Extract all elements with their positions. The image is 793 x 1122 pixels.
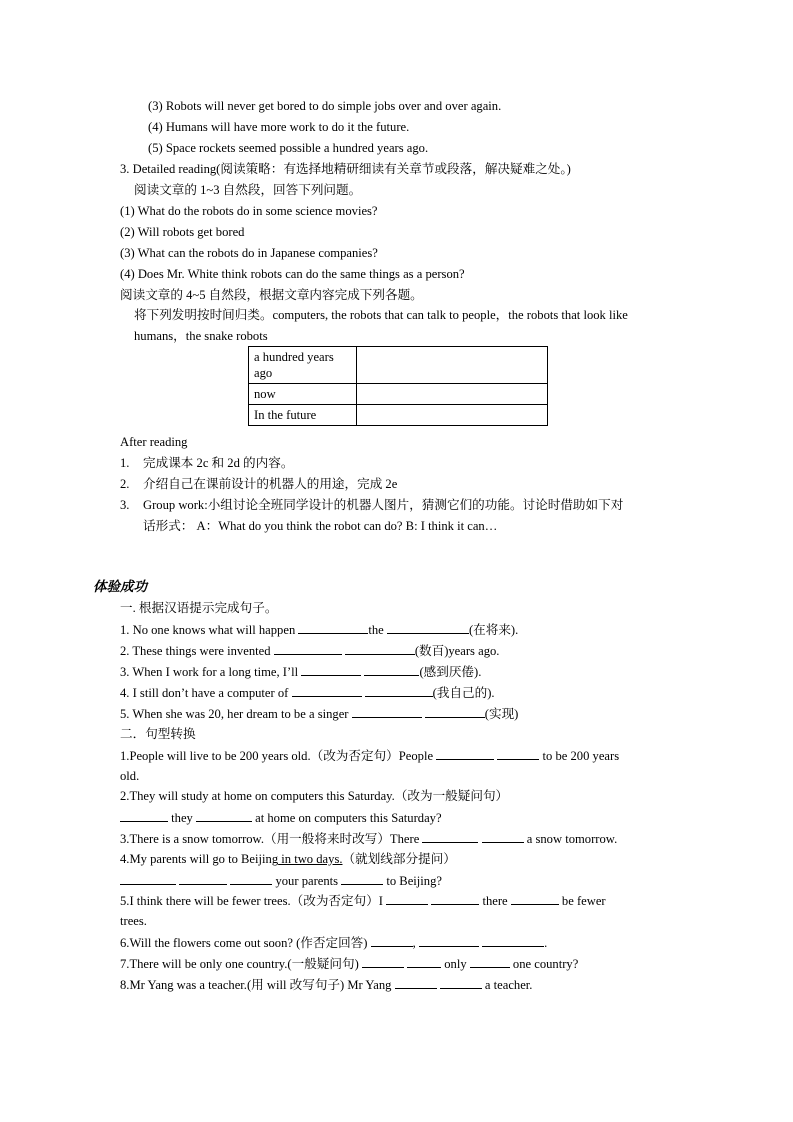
classify-instruction-line-2: humans，the snake robots (134, 329, 268, 343)
item-text: 完成课本 2c 和 2d 的内容。 (143, 456, 294, 470)
table-cell-answer[interactable] (357, 347, 548, 384)
sentence-4 (120, 684, 495, 701)
item-text: Group work:小组讨论全班同学设计的机器人图片，猜测它们的功能。讨论时借助如下对 (143, 498, 624, 512)
sentence-text: 2. These things were invented (120, 644, 274, 658)
sentence-text: the (368, 623, 387, 637)
blank[interactable] (387, 621, 469, 634)
blank[interactable] (179, 872, 227, 885)
sentence-text: at home on computers this Saturday? (251, 811, 442, 825)
sentence-text: to Beijing? (383, 874, 442, 888)
transform-1 (120, 747, 619, 764)
blank[interactable] (341, 872, 383, 885)
sentence-text: one country? (509, 957, 579, 971)
row3-label: In the future (249, 405, 357, 426)
sentence-text: to be 200 years (539, 749, 620, 763)
after-reading-title: After reading (120, 435, 188, 449)
blank[interactable] (470, 955, 510, 968)
blank[interactable] (386, 892, 428, 905)
question-4: (4) Does Mr. White think robots can do the same things as a person? (120, 267, 465, 281)
section-heading: 体验成功 (93, 579, 147, 594)
item-text: 介绍自己在课前设计的机器人的用途，完成 2e (143, 477, 398, 491)
item-number: 1. (120, 456, 130, 470)
blank[interactable] (395, 642, 415, 655)
sentence-text: only (441, 957, 470, 971)
transform-6 (120, 934, 547, 951)
sentence-text: 7.There will be only one country.(一般疑问句) (120, 957, 362, 971)
detailed-reading-title: 3. Detailed reading(阅读策略：有选择地精研细读有关章节或段落，解决疑难之处。) (120, 162, 571, 176)
detailed-reading-instruction-2: 阅读文章的 4~5 自然段，根据文章内容完成下列各题。 (120, 288, 423, 302)
blank[interactable] (436, 747, 494, 760)
blank[interactable] (365, 684, 433, 697)
transform-5 (120, 892, 606, 909)
transform-4 (120, 851, 456, 867)
blank[interactable] (274, 642, 342, 655)
sentence-text: (我自己的). (432, 686, 495, 700)
sentence-text: (在将来). (468, 623, 519, 637)
blank[interactable] (362, 955, 404, 968)
blank[interactable] (345, 642, 395, 655)
transform-4-answer (120, 872, 442, 889)
table-row (249, 347, 548, 384)
blank[interactable] (120, 872, 176, 885)
sentence-text: (感到厌倦). (419, 665, 482, 679)
row2-label: now (249, 384, 357, 405)
blank[interactable] (431, 892, 479, 905)
reading-option-4: (4) Humans will have more work to do it the future. (148, 120, 410, 134)
sentence-text: . (544, 936, 548, 950)
question-3: (3) What can the robots do in Japanese companies? (120, 246, 378, 260)
sentence-text: 6.Will the flowers come out soon? (作否定回答) (120, 936, 371, 950)
item-number: 2. (120, 477, 130, 491)
table-row (249, 384, 548, 405)
transform-3 (120, 830, 617, 847)
blank[interactable] (407, 955, 441, 968)
after-reading-item-3-continued: 话形式： A：What do you think the robot can do? B: I think it can… (143, 519, 498, 533)
sentence-text: a teacher. (481, 978, 533, 992)
question-1: (1) What do the robots do in some science movies? (120, 204, 378, 218)
blank[interactable] (482, 934, 544, 947)
table-cell-answer[interactable] (357, 384, 548, 405)
after-reading-item-2 (120, 476, 397, 492)
sentence-text: (实现) (484, 707, 519, 721)
detailed-reading-instruction-1: 阅读文章的 1~3 自然段，回答下列问题。 (134, 183, 362, 197)
classification-table (248, 346, 548, 426)
transform-8 (120, 976, 532, 993)
blank[interactable] (298, 621, 368, 634)
sentence-text: 5. When she was 20, her dream to be a singer (120, 707, 352, 721)
sentence-text: they (168, 811, 196, 825)
blank[interactable] (292, 684, 362, 697)
sentence-text: 1.People will live to be 200 years old.（改为否定句）People (120, 749, 437, 763)
sentence-text: be fewer (558, 894, 606, 908)
sentence-text: , (412, 936, 419, 950)
part-2-title: 二．句型转换 (120, 727, 196, 741)
blank[interactable] (301, 663, 361, 676)
transform-5-continued: trees. (120, 914, 147, 928)
blank[interactable] (419, 934, 479, 947)
blank[interactable] (511, 892, 559, 905)
underlined-phrase: in two days. (278, 852, 343, 866)
sentence-text: 1. No one knows what will happen (120, 623, 299, 637)
blank[interactable] (422, 830, 478, 843)
sentence-text: your parents (272, 874, 342, 888)
sentence-text: 5.I think there will be fewer trees.（改为否定句）I (120, 894, 387, 908)
transform-1-continued: old. (120, 769, 140, 783)
blank[interactable] (371, 934, 413, 947)
sentence-text: (数百)years ago. (414, 644, 500, 658)
sentence-text: （就划线部分提问） (342, 852, 456, 866)
sentence-text: 4. I still don’t have a computer of (120, 686, 292, 700)
transform-7 (120, 955, 578, 972)
blank[interactable] (352, 705, 422, 718)
sentence-text: 8.Mr Yang was a teacher.(用 will 改写句子) Mr Yang (120, 978, 395, 992)
blank[interactable] (364, 663, 419, 676)
sentence-1 (120, 621, 518, 638)
item-number: 3. (120, 498, 130, 512)
part-1-title: 一. 根据汉语提示完成句子。 (120, 601, 278, 615)
sentence-5 (120, 705, 518, 722)
blank[interactable] (482, 830, 524, 843)
sentence-2 (120, 642, 499, 659)
sentence-text: 3. When I work for a long time, I’ll (120, 665, 302, 679)
blank[interactable] (440, 976, 482, 989)
sentence-text: there (479, 894, 511, 908)
table-row (249, 405, 548, 426)
classify-instruction-line-1: 将下列发明按时间归类。computers, the robots that can talk to people，the robots that look like (134, 308, 628, 322)
reading-option-3: (3) Robots will never get bored to do simple jobs over and over again. (148, 99, 502, 113)
sentence-3 (120, 663, 481, 680)
blank[interactable] (230, 872, 272, 885)
blank[interactable] (120, 809, 168, 822)
blank[interactable] (497, 747, 539, 760)
row1-label-line-2: ago (254, 366, 273, 380)
reading-option-5: (5) Space rockets seemed possible a hundred years ago. (148, 141, 429, 155)
sentence-text: a snow tomorrow. (523, 832, 618, 846)
blank[interactable] (425, 705, 485, 718)
after-reading-item-1 (120, 455, 293, 471)
sentence-text: 3.There is a snow tomorrow.（用一般将来时改写）There (120, 832, 423, 846)
question-2: (2) Will robots get bored (120, 225, 245, 239)
blank[interactable] (395, 976, 437, 989)
transform-2-answer (120, 809, 442, 826)
blank[interactable] (196, 809, 252, 822)
table-cell-answer[interactable] (357, 405, 548, 426)
table-cell-label (249, 347, 357, 384)
row1-label-line-1: a hundred years (254, 350, 334, 364)
transform-2: 2.They will study at home on computers this Saturday.（改为一般疑问句） (120, 789, 509, 803)
sentence-text: 4.My parents will go to Beijing (120, 852, 279, 866)
after-reading-item-3 (120, 497, 623, 513)
